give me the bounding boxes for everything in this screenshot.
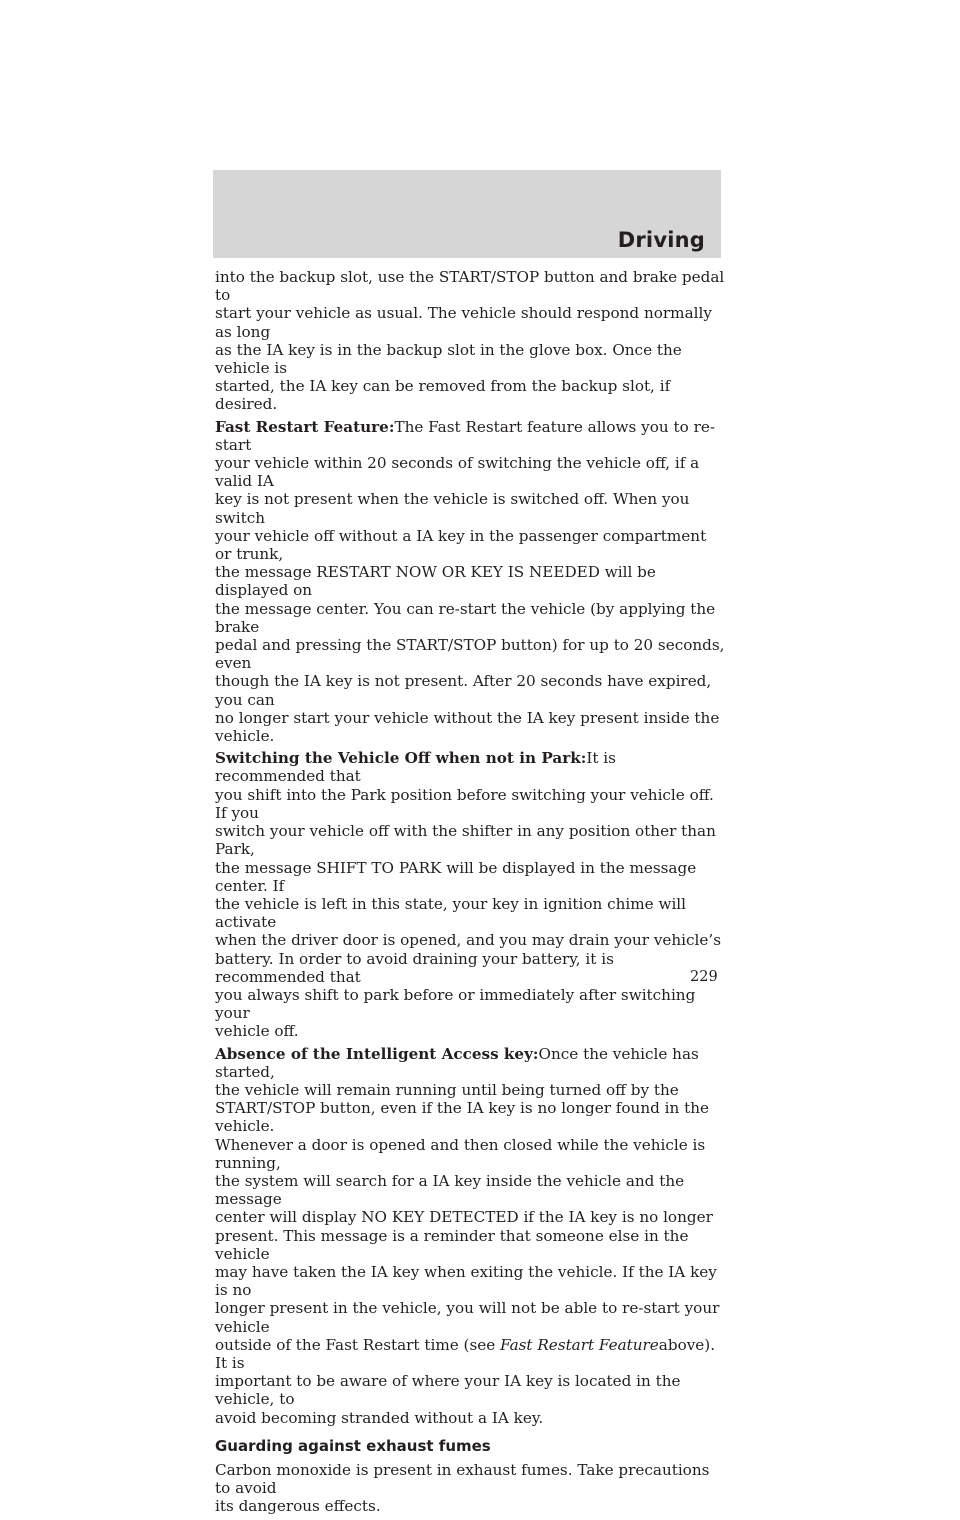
page-content (215, 268, 725, 1520)
switching-off-lead: Switching the Vehicle Off when not in Park: (215, 749, 587, 768)
fast-restart-paragraph (215, 418, 725, 746)
absence-text-before: Once the vehicle has started, the vehicle will remain running until being turned off by the START/STOP button, even if the IA key is no longer found in the vehicle. Whenever a door is opened and then closed while the vehicle is running, the system will search for a IA key inside the vehicle and the message center will display NO KEY DETECTED if the IA key is no longer present. This message is a reminder that someone else in the vehicle may have taken the IA key when exiting the vehicle. If the IA key is no longer present in the vehicle, you will not be able to re-start your vehicle outside of the Fast Restart time (see (215, 1044, 720, 1354)
absence-paragraph (215, 1045, 725, 1427)
exhaust-paragraph: Carbon monoxide is present in exhaust fumes. Take precautions to avoid its dangerous effects. (215, 1461, 710, 1516)
intro-paragraph: into the backup slot, use the START/STOP button and brake pedal to start your vehicle as usual. The vehicle should respond normally as long as the IA key is in the backup slot in the glove box. Once the vehicle is started, the IA key can be removed from the backup slot, if desired. (215, 268, 725, 414)
section-title: Driving (617, 228, 705, 252)
fast-restart-lead: Fast Restart Feature: (215, 417, 395, 436)
absence-lead: Absence of the Intelligent Access key: (215, 1044, 539, 1063)
switching-off-paragraph (215, 749, 725, 1040)
absence-text-after: above). It is important to be aware of where your IA key is located in the vehicle, to avoid becoming stranded without a IA key. (215, 1335, 716, 1427)
fast-restart-reference: Fast Restart Feature (500, 1335, 659, 1354)
header-band (213, 170, 721, 258)
exhaust-heading: Guarding against exhaust fumes (215, 1436, 491, 1455)
fast-restart-text: The Fast Restart feature allows you to re-start your vehicle within 20 seconds of switching the vehicle off, if a valid IA key is not present when the vehicle is switched off. When you switch your vehicle off without a IA key in the passenger compartment or trunk, the message RESTART NOW OR KEY IS NEEDED will be displayed on the message center. You can re-start the vehicle (by applying the brake pedal and pressing the START/STOP button) for up to 20 seconds, even though the IA key is not present. After 20 seconds have expired, you can no longer start your vehicle without the IA key present inside the vehicle. (215, 417, 725, 746)
switching-off-text: It is recommended that you shift into the Park position before switching your vehicle off. If you switch your vehicle off with the shifter in any position other than Park, the message SHIFT TO PARK will be displayed in the message center. If the vehicle is left in this state, your key in ignition chime will activate when the driver door is opened, and you may drain your vehicle’s battery. In order to avoid draining your battery, it is recommended that you always shift to park before or immediately after switching your vehicle off. (215, 749, 722, 1041)
page-number: 229 (690, 969, 718, 985)
